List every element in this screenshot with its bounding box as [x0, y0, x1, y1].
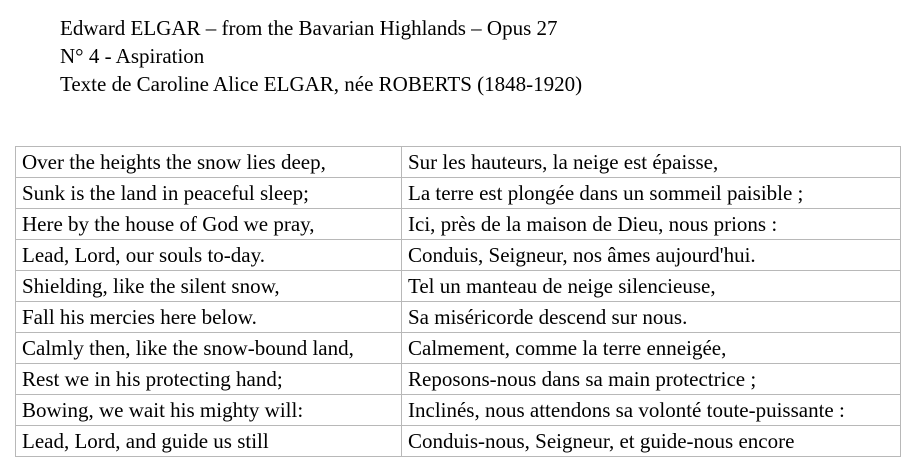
english-line: Lead, Lord, and guide us still — [16, 426, 402, 457]
text-author: Texte de Caroline Alice ELGAR, née ROBERTS (1848-1920) — [60, 72, 583, 96]
french-line: Conduis, Seigneur, nos âmes aujourd'hui. — [402, 240, 901, 271]
table-row — [16, 302, 901, 333]
table-row — [16, 240, 901, 271]
english-line: Here by the house of God we pray, — [16, 209, 402, 240]
table-row — [16, 271, 901, 302]
english-line: Bowing, we wait his mighty will: — [16, 395, 402, 426]
french-line: Tel un manteau de neige silencieuse, — [402, 271, 901, 302]
french-line: Conduis-nous, Seigneur, et guide-nous encore — [402, 426, 901, 457]
french-line: Sa miséricorde descend sur nous. — [402, 302, 901, 333]
poem-translation-table — [15, 146, 901, 457]
table-row — [16, 209, 901, 240]
english-line: Shielding, like the silent snow, — [16, 271, 402, 302]
table-row — [16, 426, 901, 457]
document-header — [60, 14, 582, 98]
english-line: Rest we in his protecting hand; — [16, 364, 402, 395]
french-line: Ici, près de la maison de Dieu, nous prions : — [402, 209, 901, 240]
english-line: Sunk is the land in peaceful sleep; — [16, 178, 402, 209]
table-row — [16, 395, 901, 426]
french-line: Reposons-nous dans sa main protectrice ; — [402, 364, 901, 395]
french-line: Inclinés, nous attendons sa volonté toute-puissante : — [402, 395, 901, 426]
english-line: Calmly then, like the snow-bound land, — [16, 333, 402, 364]
french-line: Calmement, comme la terre enneigée, — [402, 333, 901, 364]
table-row — [16, 147, 901, 178]
french-line: Sur les hauteurs, la neige est épaisse, — [402, 147, 901, 178]
french-line: La terre est plongée dans un sommeil paisible ; — [402, 178, 901, 209]
piece-number: N° 4 - Aspiration — [60, 44, 205, 68]
table-row — [16, 333, 901, 364]
table-row — [16, 364, 901, 395]
english-line: Over the heights the snow lies deep, — [16, 147, 402, 178]
composer-title: Edward ELGAR – from the Bavarian Highlands – Opus 27 — [60, 16, 558, 40]
english-line: Fall his mercies here below. — [16, 302, 402, 333]
english-line: Lead, Lord, our souls to-day. — [16, 240, 402, 271]
table-row — [16, 178, 901, 209]
